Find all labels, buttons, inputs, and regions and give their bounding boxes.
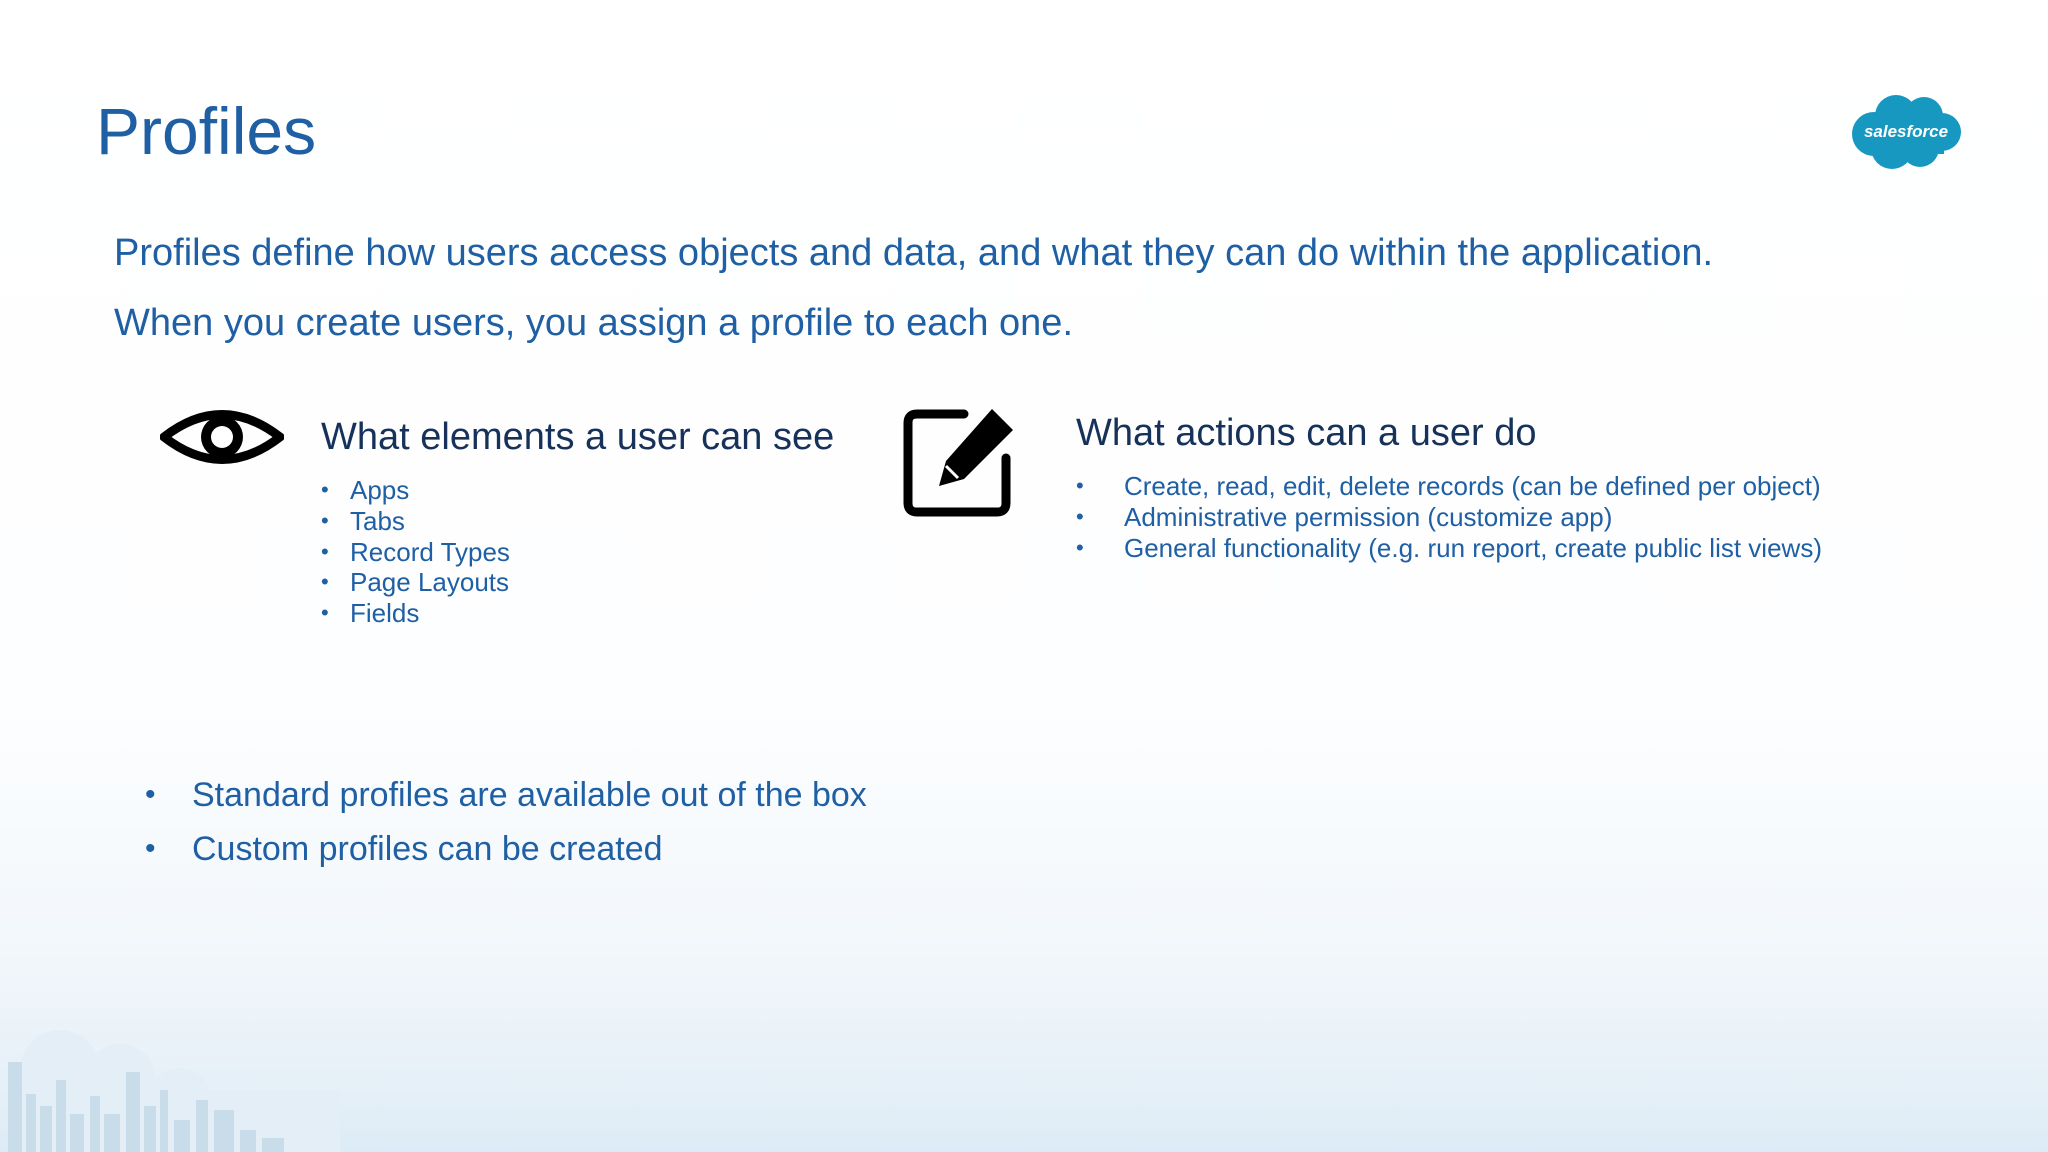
do-item-general: • General functionality (e.g. run report, create public list views)	[1124, 533, 1822, 564]
see-heading: What elements a user can see	[321, 416, 835, 458]
city-skyline-decoration	[0, 1010, 340, 1152]
see-list	[350, 475, 510, 629]
salesforce-logo	[1850, 92, 1962, 172]
do-item-crud: • Create, read, edit, delete records (can be defined per object)	[1124, 471, 1822, 502]
eye-icon	[160, 404, 284, 470]
see-item-record-types: • Record Types	[350, 537, 510, 568]
see-item-tabs: • Tabs	[350, 506, 510, 537]
bottom-point-custom: • Custom profiles can be created	[192, 822, 867, 876]
intro-line-1: Profiles define how users access objects and data, and what they can do within the application.	[114, 232, 1714, 274]
see-item-apps: • Apps	[350, 475, 510, 506]
edit-icon	[900, 400, 1020, 520]
see-item-page-layouts: • Page Layouts	[350, 567, 510, 598]
intro-line-2: When you create users, you assign a profile to each one.	[114, 302, 1073, 344]
do-heading: What actions can a user do	[1076, 412, 1537, 454]
do-item-admin: • Administrative permission (customize app)	[1124, 502, 1822, 533]
slide-title: Profiles	[96, 94, 317, 168]
do-list	[1124, 471, 1822, 563]
bottom-points	[192, 768, 867, 876]
bottom-point-standard: • Standard profiles are available out of the box	[192, 768, 867, 822]
see-item-fields: • Fields	[350, 598, 510, 629]
logo-text: salesforce	[1863, 122, 1949, 141]
